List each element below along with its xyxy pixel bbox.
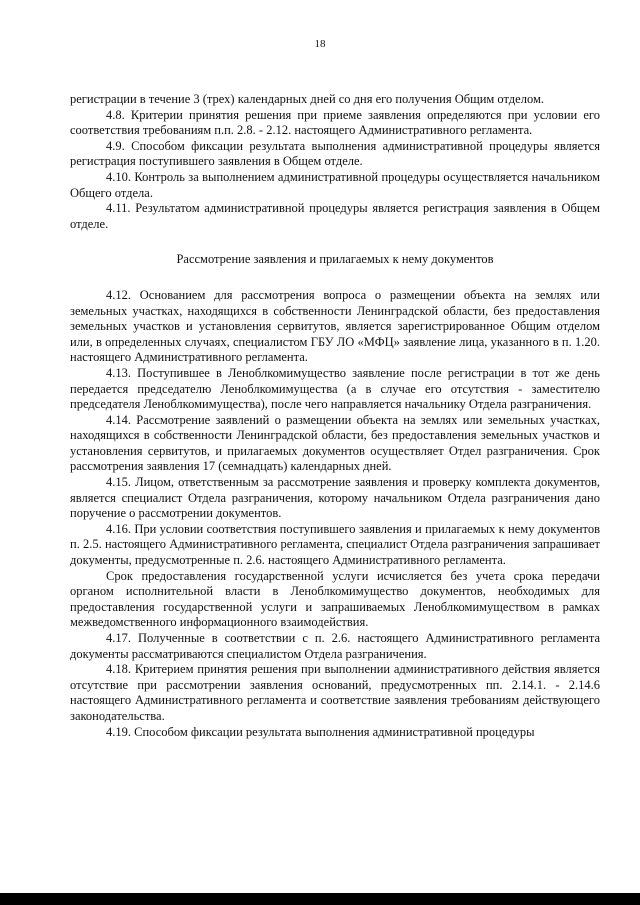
paragraph: Срок предоставления государственной услуги исчисляется без учета срока передачи органом исполнительной власти в Леноблкомимущество документов, необходимых для предоставления государственной услуги и запрашиваемых Леноблкомимуществом в рамках межведомственного информационного взаимодействия. [70, 568, 600, 630]
paragraph: 4.12. Основанием для рассмотрения вопроса о размещении объекта на землях или земельных участках, находящихся в собственности Ленинградской области, без предоставления земельных участков и установления сервитутов, является зарегистрированное Общим отделом или, в определенных случаях, специалистом ГБУ ЛО «МФЦ» заявление лица, указанного в п. 1.20. настоящего Административного регламента. [70, 287, 600, 365]
paragraph: 4.10. Контроль за выполнением административной процедуры осуществляется начальником Общего отдела. [70, 169, 600, 200]
paragraph: 4.15. Лицом, ответственным за рассмотрение заявления и проверку комплекта документов, является специалист Отдела разграничения, которому начальником Отдела разграничения дано поручение о рассмотрении документов. [70, 475, 600, 521]
paragraph: 4.17. Полученные в соответствии с п. 2.6. настоящего Административного регламента документы рассматриваются специалистом Отдела разграничения. [70, 631, 600, 661]
paragraph: 4.8. Критерии принятия решения при приеме заявления определяются при условии его соответствия требованиям п.п. 2.8. - 2.12. настоящего Административного регламента. [70, 107, 600, 138]
scan-border [0, 893, 640, 905]
page-number: 18 [314, 38, 326, 50]
section-title: Рассмотрение заявления и прилагаемых к нему документов [176, 252, 494, 267]
document-body [70, 92, 600, 740]
paragraph: регистрации в течение 3 (трех) календарных дней со дня его получения Общим отделом. [70, 92, 545, 106]
paragraph: 4.14. Рассмотрение заявлений о размещении объекта на землях или земельных участках, находящихся в собственности Ленинградской области, без предоставления земельных участков и установления сервитутов, и прилагаемых документов осуществляет Отдел разграничения. Срок рассмотрения заявления 17 (семнадцать) календарных дней. [70, 412, 600, 474]
paragraph: 4.18. Критерием принятия решения при выполнении административного действия является отсутствие при рассмотрении заявления оснований, предусмотренных пп. 2.14.1. - 2.14.6 настоящего Административного регламента и соответствие заявления требованиям действующего законодательства. [70, 662, 600, 723]
paragraph: 4.16. При условии соответствия поступившего заявления и прилагаемых к нему документов п. 2.5. настоящего Административного регламента, специалист Отдела разграничения запрашивает документы, предусмотренные п. 2.6. настоящего Административного регламента. [70, 521, 600, 568]
paragraph: 4.13. Поступившее в Леноблкомимущество заявление после регистрации в тот же день передается председателю Леноблкомимущества (а в случае его отсутствия - заместителю председателя Леноблкомимущества), после чего направляется начальнику Отдела разграничения. [70, 365, 600, 412]
paragraphs-bottom [70, 288, 600, 740]
paragraph: 4.19. Способом фиксации результата выполнения административной процедуры [106, 724, 535, 739]
paragraph: 4.9. Способом фиксации результата выполнения административной процедуры является регистрация поступившего заявления в Общем отделе. [70, 138, 600, 169]
paragraph: 4.11. Результатом административной процедуры является регистрация заявления в Общем отделе. [70, 201, 600, 231]
paragraphs-top [70, 92, 600, 232]
